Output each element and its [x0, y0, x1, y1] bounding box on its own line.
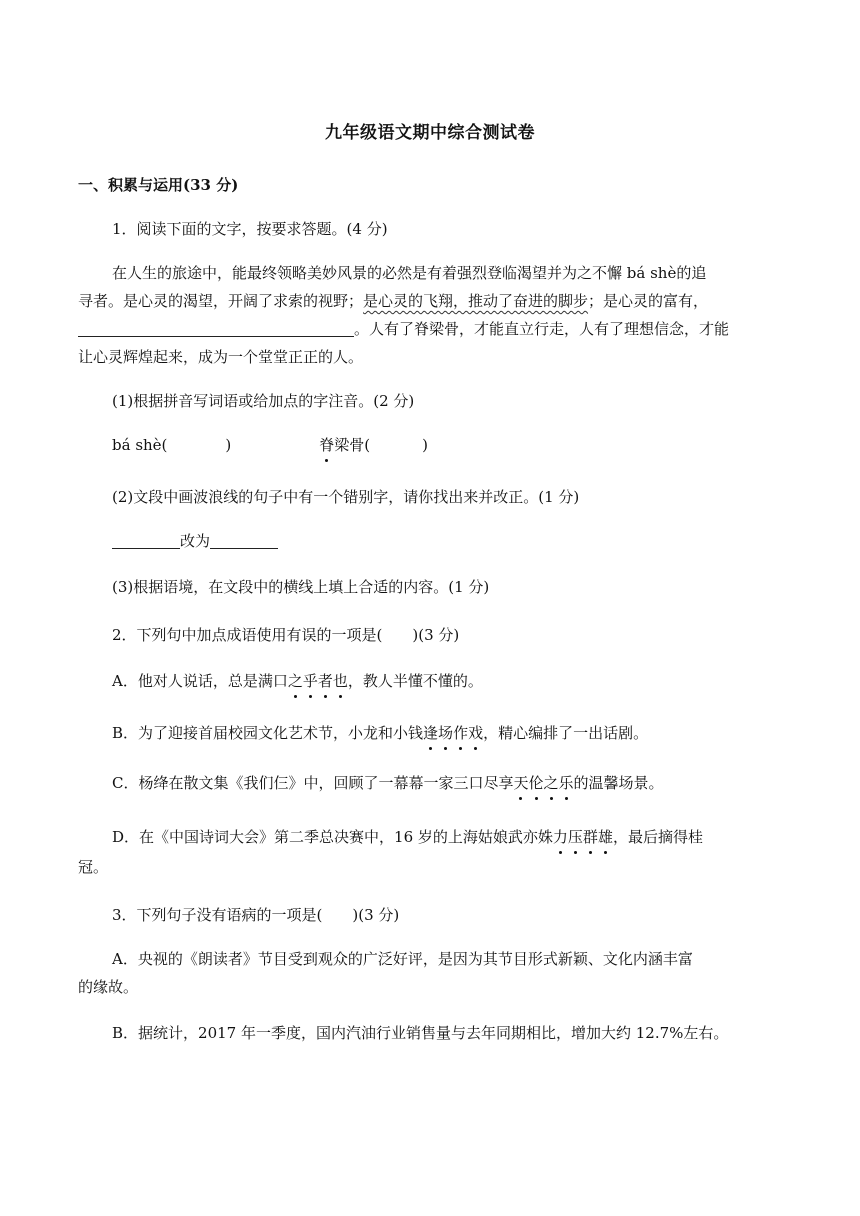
passage-line-1: 在人生的旅途中，能最终领略美妙风景的必然是有着强烈登临渴望并为之不懈 bá shè的追: [112, 264, 707, 282]
section-heading: 一、积累与运用(33 分): [78, 176, 239, 194]
passage-line-2: 寻者。是心灵的渴望，开阔了求索的视野；是心灵的飞翔，推动了奋进的脚步；是心灵的富有，: [78, 292, 709, 310]
q3-option-b: B．据统计，2017 年一季度，国内汽油行业销售量与去年同期相比，增加大约 12.7%左右。: [112, 1024, 729, 1042]
q2-stem: 2．下列句中加点成语使用有误的一项是( )(3 分): [112, 626, 460, 644]
q1-sub1-answers: bá shè( ) 脊梁骨( ): [112, 436, 428, 454]
q1-stem: 1．阅读下面的文字，按要求答题。(4 分): [112, 220, 388, 238]
q1-sub2: (2)文段中画波浪线的句子中有一个错别字，请你找出来并改正。(1 分): [112, 488, 580, 506]
dotted-char: 脊: [319, 436, 335, 454]
q2-option-a: A．他对人说话，总是满口之乎者也，教人半懂不懂的。: [112, 672, 483, 690]
passage-line-4: 让心灵辉煌起来，成为一个堂堂正正的人。: [78, 348, 364, 366]
q1-sub2-answer: 改为: [112, 530, 278, 552]
q3-option-a: A．央视的《朗读者》节目受到观众的广泛好评，是因为其节目形式新颖、文化内涵丰富: [112, 950, 693, 968]
q1-sub3: (3)根据语境，在文段中的横线上填上合适的内容。(1 分): [112, 578, 490, 596]
q3-stem: 3．下列句子没有语病的一项是( )(3 分): [112, 906, 400, 924]
q2-option-d: D．在《中国诗词大会》第二季总决赛中，16 岁的上海姑娘武亦姝力压群雄，最后摘得桂: [112, 828, 703, 846]
fill-blank[interactable]: [78, 336, 354, 337]
q3-option-a-cont: 的缘故。: [78, 978, 139, 996]
passage-line-3: 。人有了脊梁骨，才能直立行走，人有了理想信念，才能: [78, 318, 729, 340]
q1-sub1: (1)根据拼音写词语或给加点的字注音。(2 分): [112, 392, 415, 410]
correct-char-blank[interactable]: [210, 548, 278, 549]
page-title: 九年级语文期中综合测试卷: [325, 123, 535, 143]
q2-option-c: C．杨绛在散文集《我们仨》中，回顾了一幕幕一家三口尽享天伦之乐的温馨场景。: [112, 774, 664, 792]
q2-option-d-cont: 冠。: [78, 858, 109, 876]
q2-option-b: B．为了迎接首届校园文化艺术节，小龙和小钱逢场作戏，精心编排了一出话剧。: [112, 724, 649, 742]
wrong-char-blank[interactable]: [112, 548, 180, 549]
wavy-underlined-sentence: 是心灵的飞翔，推动了奋进的脚步: [363, 292, 589, 310]
